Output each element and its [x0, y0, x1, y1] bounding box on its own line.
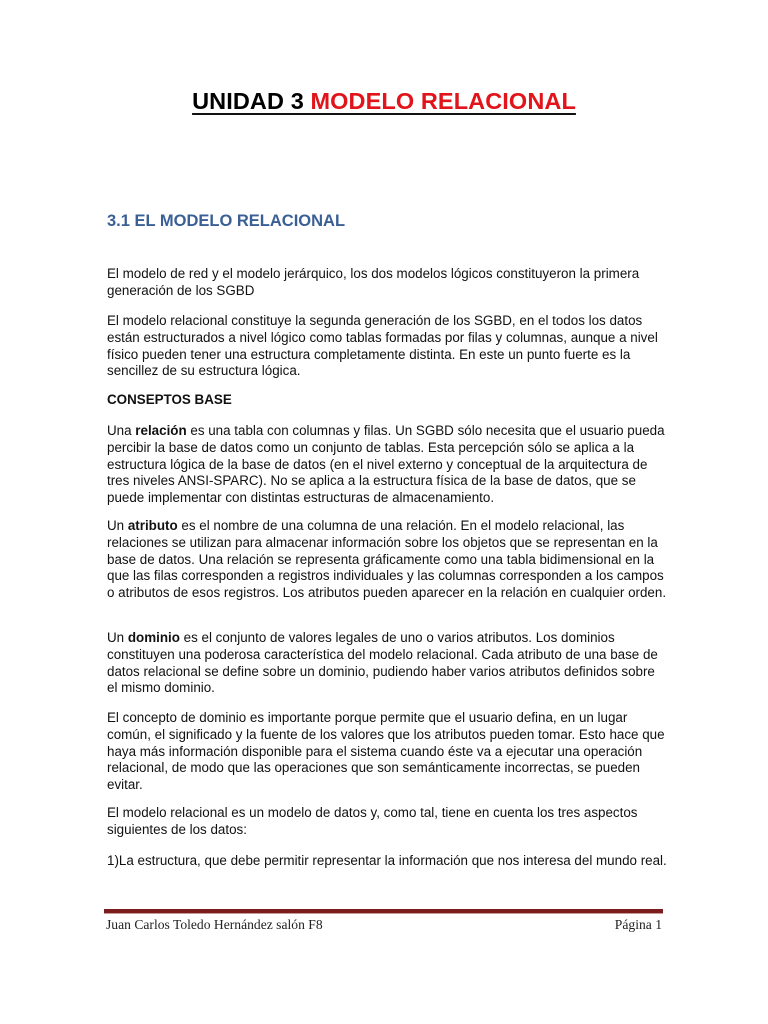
footer-author: Juan Carlos Toledo Hernández salón F8 [106, 917, 323, 932]
intro-paragraph-2: El modelo relacional constituye la segunda generación de los SGBD, en el todos los datos están estructurados a nivel lógico como tablas formadas por filas y columnas, aunque a nivel físico pueden tener una estructura completamente distinta. En este un punto fuerte es la sencillez de su estructura lógica. [107, 313, 658, 379]
intro-paragraph-1: El modelo de red y el modelo jerárquico, los dos modelos lógicos constituyeron la primera generación de los SGBD [107, 266, 640, 298]
footer-divider [104, 909, 663, 914]
section-heading: 3.1 EL MODELO RELACIONAL [107, 212, 346, 230]
atributo-term: atributo [127, 518, 178, 533]
concepto-dominio-paragraph: El concepto de dominio es importante porque permite que el usuario defina, en un lugar común, el significado y la fuente de los valores que los atributos pueden tomar. Esto hace que haya más información disponible para el sistema cuando éste va a ejecutar una operación relacional, de modo que las operaciones que son semánticamente incorrectas, se pueden evitar. [107, 710, 665, 793]
relacion-paragraph: Una relación es una tabla con columnas y filas. Un SGBD sólo necesita que el usuario pueda percibir la base de datos como un conjunto de tablas. Esta percepción sólo se aplica a la estructura lógica de la base de datos (en el nivel externo y conceptual de la arquitectura de tres niveles ANSI-SPARC). No se aplica a la estructura física de la base de datos, que se puede implementar con distintas estructuras de almacenamiento. [107, 423, 665, 506]
title-topic: MODELO RELACIONAL [310, 88, 576, 114]
footer-page-number: Página 1 [614, 917, 662, 932]
dominio-term: dominio [127, 630, 180, 645]
dominio-paragraph: Un dominio es el conjunto de valores legales de uno o varios atributos. Los dominios constituyen una poderosa característica del modelo relacional. Cada atributo de una base de datos relacional se define sobre un dominio, pudiendo haber varios atributos definidos sobre el mismo dominio. [107, 630, 658, 696]
estructura-paragraph: 1)La estructura, que debe permitir representar la información que nos interesa del mundo real. [107, 853, 667, 868]
modelo-datos-paragraph: El modelo relacional es un modelo de datos y, como tal, tiene en cuenta los tres aspectos siguientes de los datos: [107, 805, 638, 837]
conceptos-heading: CONSEPTOS BASE [107, 392, 232, 407]
page-title [0, 88, 768, 115]
atributo-paragraph: Un atributo es el nombre de una columna de una relación. En el modelo relacional, las relaciones se utilizan para almacenar información sobre los objetos que se representan en la base de datos. Una relación se representa gráficamente como una tabla bidimensional en la que las filas corresponden a registros individuales y las columnas corresponden a los campos o atributos de esos registros. Los atributos pueden aparecer en la relación en cualquier orden. [107, 518, 667, 601]
relacion-term: relación [135, 423, 187, 438]
title-unit: UNIDAD 3 [192, 88, 311, 114]
